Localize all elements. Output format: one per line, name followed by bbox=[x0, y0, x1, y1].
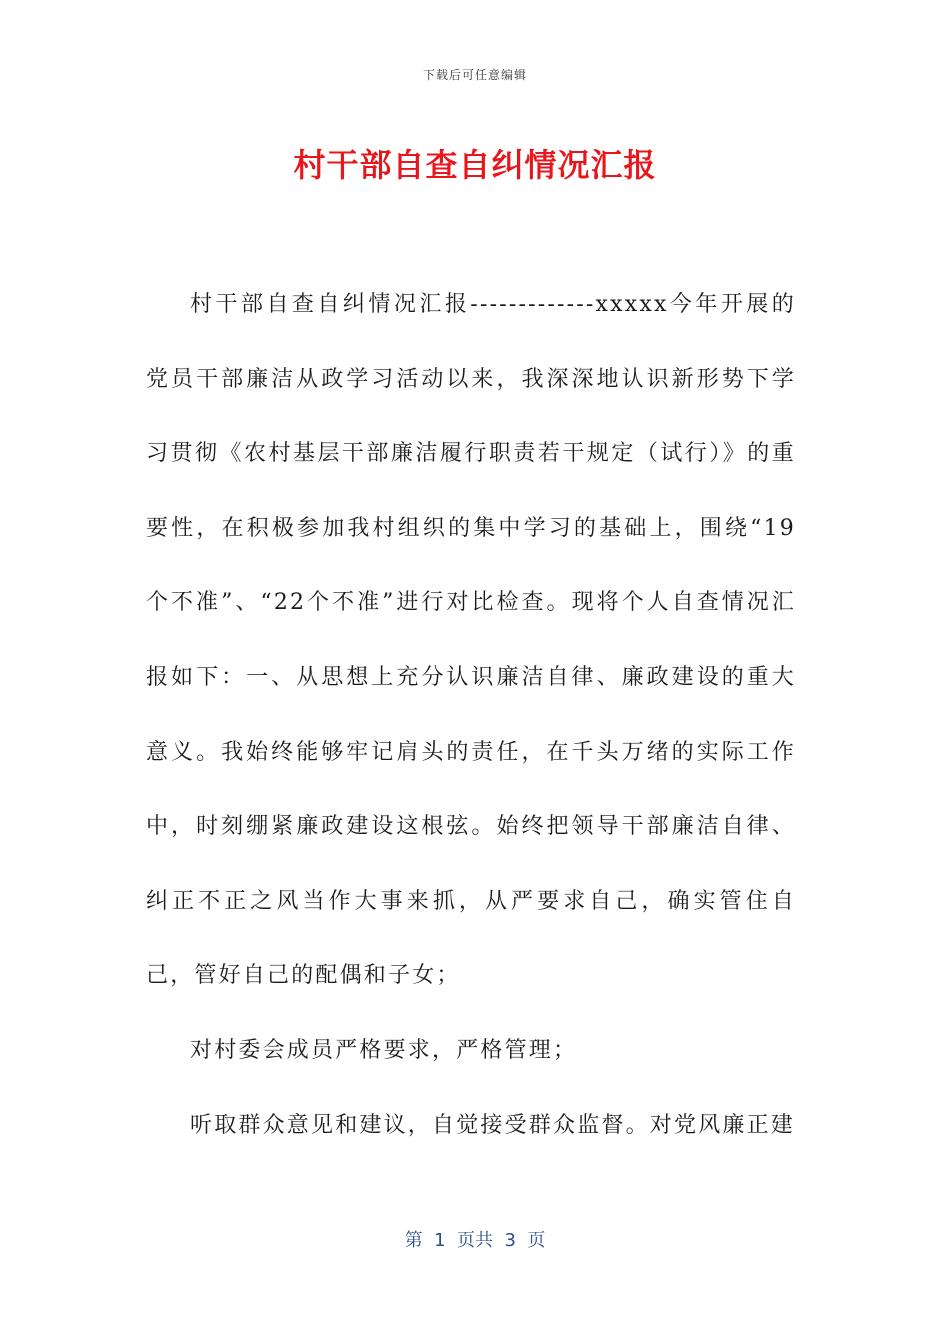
paragraph: 村干部自查自纠情况汇报-------------xxxxx今年开展的党员干部廉洁从政学习活动以来，我深深地认识新形势下学习贯彻《农村基层干部廉洁履行职责若干规定（试行）》的重要性，在积极参加我村组织的集中学习的基础上，围绕“19个不准”、“22个不准”进行对比检查。现将个人自查情况汇报如下：一、从思想上充分认识廉洁自律、廉政建设的重大意义。我始终能够牢记肩头的责任，在千头万绪的实际工作中，时刻绷紧廉政建设这根弦。始终把领导干部廉洁自律、纠正不正之风当作大事来抓，从严要求自己，确实管住自己，管好自己的配偶和子女； bbox=[146, 292, 796, 989]
header-note: 下载后可任意编辑 bbox=[422, 68, 527, 82]
page-number-footer: 第 1 页共 3 页 bbox=[404, 1230, 546, 1251]
document-body bbox=[146, 268, 796, 1163]
document-title: 村干部自查自纠情况汇报 bbox=[293, 146, 657, 184]
paragraph: 对村委会成员严格要求，严格管理； bbox=[190, 1037, 578, 1063]
paragraph: 听取群众意见和建议，自觉接受群众监督。对党风廉正建 bbox=[190, 1112, 796, 1138]
